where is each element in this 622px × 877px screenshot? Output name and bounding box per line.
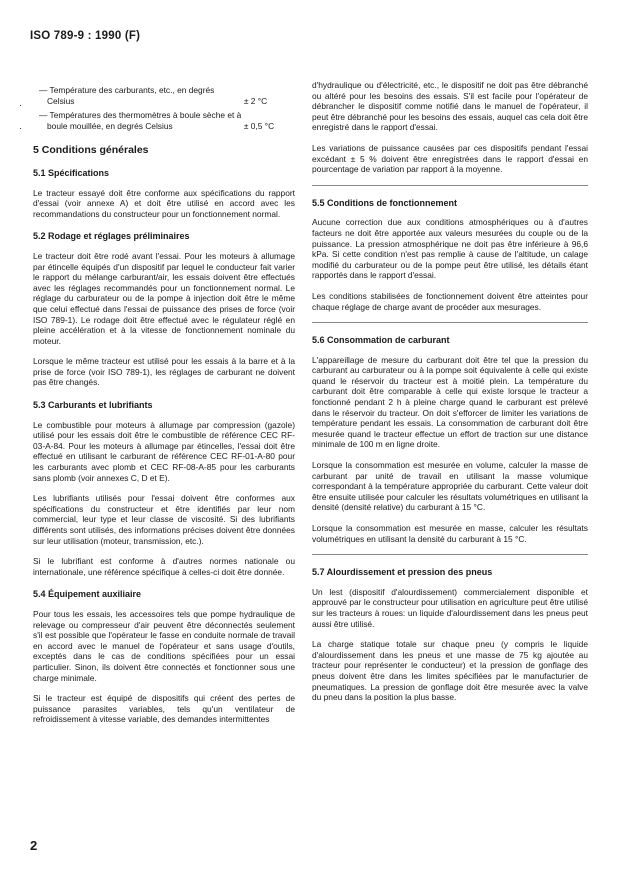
paragraph: Les lubrifiants utilisés pour l'essai doivent être conformes aux spécifications du constructeur et être identifiés par leur nom commercial, leur type et leur classe de viscosité. Si des lubrifiants différents sont utilisés, des informations précises doivent être données sur leur utilisation (moteur, transmission, etc.). xyxy=(33,493,295,546)
right-column xyxy=(312,80,588,713)
section-5-5-heading: 5.5 Conditions de fonctionnement xyxy=(312,197,458,208)
paragraph: Le tracteur essayé doit être conforme aux spécifications du rapport d'essai (voir annexe A) et doit être utilisé en accord avec les recommandations du constructeur pour un fonctionnement normal. xyxy=(33,187,295,219)
section-divider xyxy=(312,322,588,323)
paragraph: Si le lubrifiant est conforme à d'autres normes nationale ou internationale, une référence spécifique à celles-ci doit être donnée. xyxy=(33,556,295,577)
tolerance-text: — Températures des thermomètres à boule sèche et à boule mouillée, en degrés Celsius xyxy=(39,110,242,131)
section-5-7-heading: 5.7 Alourdissement et pression des pneus xyxy=(312,567,493,578)
tolerance-row xyxy=(33,85,295,106)
section-divider xyxy=(312,185,588,186)
section-5-1-heading: 5.1 Spécifications xyxy=(33,167,110,178)
margin-mark: · xyxy=(19,123,22,133)
document-header: ISO 789-9 : 1990 (F) xyxy=(30,30,141,42)
paragraph: Lorsque la consommation est mesurée en volume, calculer la masse de carburant par unité de travail en utilisant la masse volumique correspondant à la température appropriée du carburant. Cette valeur doit être ensuite utilisée pour calculer les résultats volumétriques en utilisant la densité (densité relative) du carburant à 15 °C. xyxy=(312,460,588,513)
section-5-3-heading: 5.3 Carburants et lubrifiants xyxy=(33,400,153,411)
paragraph: Pour tous les essais, les accessoires tels que pompe hydraulique de relevage ou compresseur d'air peuvent être déconnectés seulement s'il est possible que l'opérateur le fasse en conduite normale de travail en accord avec le manuel de l'opérateur et sans usage d'outils, exceptés dans le cas de conditions spécifiées pour un essai particulier. Sinon, ils doivent être connectés et fonctionner sous une charge minimale. xyxy=(33,608,295,683)
paragraph: Aucune correction due aux conditions atmosphériques ou à d'autres facteurs ne doit être apportée aux valeurs mesurées du couple ou de la puissance. La pression atmosphérique ne doit pas être inférieure à 96,6 kPa. Si cette condition n'est pas remplie à cause de l'altitude, un calage modifié du carburateur ou de la pompe peut être utilisé, les détails étant rapportés dans le rapport d'essai. xyxy=(312,217,588,281)
paragraph: Le combustible pour moteurs à allumage par compression (gazole) utilisé pour les essais doit être le combustible de référence CEC RF-03-A-84. Pour les moteurs à allumage par étincelles, l'essai doit être effectué en utilisant le carburant de référence CEC RF-01-A-80 pour les carburants avec plomb et CEC RF-08-A-85 pour les carburants sans plomb (voir annexes C, D et E). xyxy=(33,419,295,483)
paragraph: Le tracteur doit être rodé avant l'essai. Pour les moteurs à allumage par étincelle équipés d'un dispositif par lequel le conducteur fait varier le rapport du mélange carburant/air, les essais doivent être effectués avec les réglages recommandés pour un fonctionnement normal. Le réglage du carburateur ou de la pompe à injection doit être le même que celui effectué dans l'essai de puissance des prises de force (voir ISO 789-1). Le rodage doit être effectué avec le régulateur réglé en pleine accélération et à la vitesse de fonctionnement nominale du moteur. xyxy=(33,250,295,346)
paragraph: L'appareillage de mesure du carburant doit être tel que la pression du carburant au carburateur ou à la pompe soit équivalente à celle qui existe quand le réservoir du tracteur est à moitié plein. La température du carburant doit être comparable à celle qui existe lorsque le tracteur a fonctionné pendant 2 h à pleine charge quand le carburant est prélevé dans le réservoir du tracteur. On doit s'efforcer de limiter les variations de température pendant les essais. La consommation de carburant doit être mesurée quand le tracteur effectue un effort de traction sur une distance minimale de 100 m en ligne droite. xyxy=(312,354,588,450)
section-divider xyxy=(312,554,588,555)
section-5-heading: 5 Conditions générales xyxy=(33,144,149,157)
paragraph: Les conditions stabilisées de fonctionnement doivent être atteintes pour chaque réglage de charge avant de procéder aux mesurages. xyxy=(312,290,588,312)
page-number: 2 xyxy=(30,838,38,853)
section-5-4-heading: 5.4 Équipement auxiliaire xyxy=(33,589,142,600)
paragraph: d'hydraulique ou d'électricité, etc., le dispositif ne doit pas être débranché ou altéré pour les besoins des essais. S'il est facile pour l'opérateur de débrancher le dispositif comme notifié dans le manuel de l'opérateur, il peut être débranché pour les besoins des essais, auquel cas cela doit être enregistré dans le rapport d'essai. xyxy=(312,80,588,133)
paragraph: Lorsque la consommation est mesurée en masse, calculer les résultats volumétriques en utilisant la densité du carburant à 15 °C. xyxy=(312,523,588,544)
paragraph: Si le tracteur est équipé de dispositifs qui créent des pertes de puissance parasites variables, tels qu'un ventilateur de refroidissement à vitesse variable, des demandes intermittentes xyxy=(33,693,295,725)
tolerance-value: ± 2 °C xyxy=(243,95,268,106)
paragraph: Les variations de puissance causées par ces dispositifs pendant l'essai excédant ± 5 % doivent être enregistrées dans le rapport d'essai en pourcentage de variation par rapport à la moyenne. xyxy=(312,142,588,175)
tolerance-row xyxy=(33,110,295,131)
margin-mark: · xyxy=(19,100,22,110)
left-column xyxy=(33,85,295,735)
section-5-2-heading: 5.2 Rodage et réglages préliminaires xyxy=(33,231,190,242)
paragraph: Lorsque le même tracteur est utilisé pour les essais à la barre et à la prise de force (voir ISO 789-1), les réglages de carburant ne doivent pas être changés. xyxy=(33,356,295,388)
paragraph: Un lest (dispositif d'alourdissement) commercialement disponible et approuvé par le constructeur pour utilisation en agriculture peut être utilisé sur les tracteurs à roues: un liquide d'alourdissement dans les pneus peut aussi être utilisé. xyxy=(312,586,588,629)
tolerance-value: ± 0,5 °C xyxy=(243,120,275,131)
tolerance-text: — Température des carburants, etc., en degrés Celsius xyxy=(39,85,215,106)
section-5-6-heading: 5.6 Consommation de carburant xyxy=(312,335,450,346)
paragraph: La charge statique totale sur chaque pneu (y compris le liquide d'alourdissement dans les pneus et une masse de 75 kg ajoutée au tracteur pour représenter le conducteur) et la pression de gonflage des pneus doivent être dans les limites spécifiées par le manufacturier de pneumatiques. La pression de gonflage doit être mesurée avec la valve du pneu dans la position la plus basse. xyxy=(312,639,588,703)
